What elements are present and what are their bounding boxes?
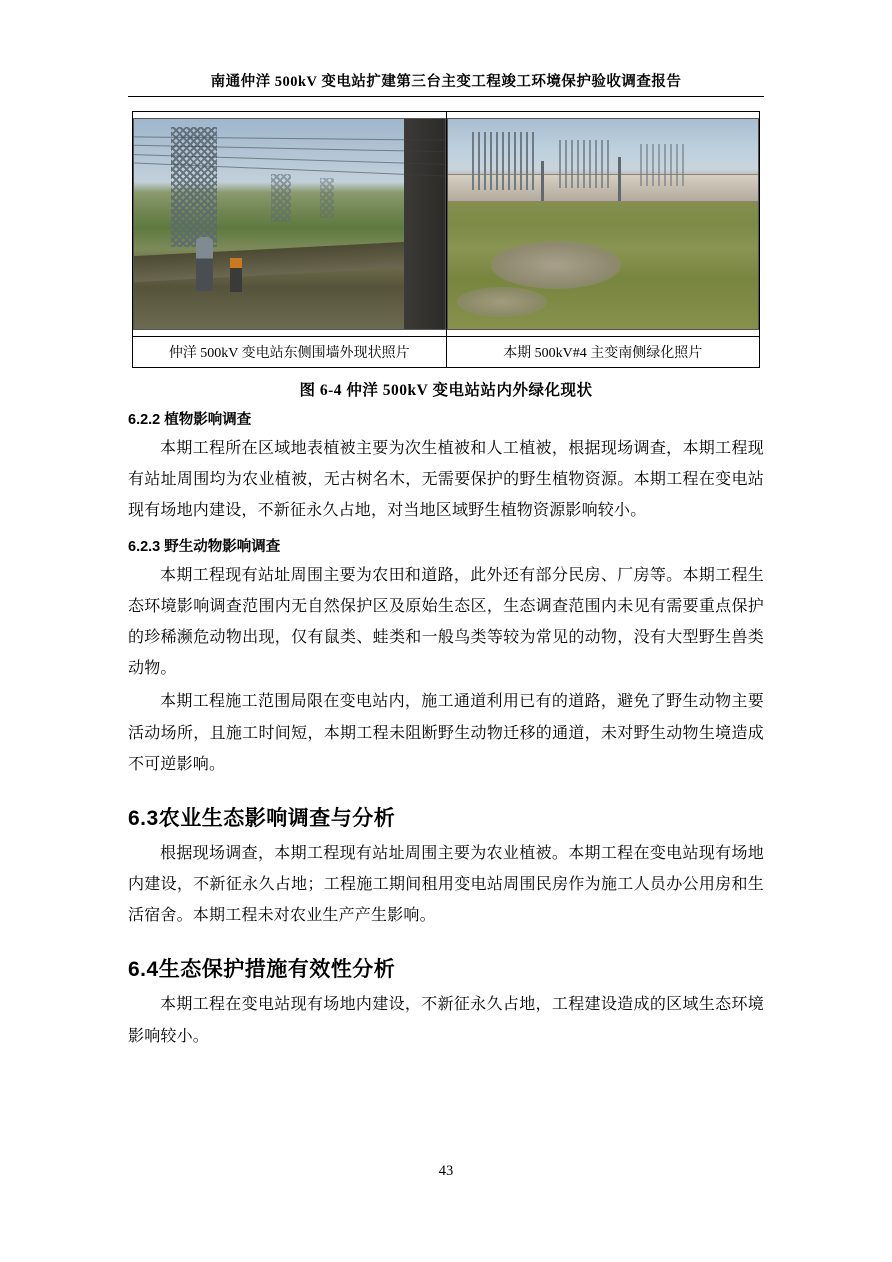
paragraph-6-2-2-1: 本期工程所在区域地表植被主要为次生植被和人工植被，根据现场调查，本期工程现有站址周围均为农业植被，无古树名木，无需要保护的野生植物资源。本期工程在变电站现有场地内建设，不新征永久占地，对当地区域野生植物资源影响较小。 bbox=[128, 440, 764, 520]
right-photo-cell bbox=[446, 112, 760, 337]
photo-tripod-shape bbox=[230, 258, 242, 292]
heading-6-4: 6.4生态保护措施有效性分析 bbox=[128, 958, 396, 982]
photo-gantry-shape bbox=[559, 140, 611, 188]
paragraph-6-3-1: 根据现场调查，本期工程现有站址周围主要为农业植被。本期工程在变电站现有场地内建设，不新征永久占地；工程施工期间租用变电站周围民房作为施工人员办公用房和生活宿舍。本期工程未对农业生产产生影响。 bbox=[128, 844, 764, 925]
figure-title: 图 6-4 仲洋 500kV 变电站站内外绿化现状 bbox=[299, 382, 593, 399]
photo-post-shape bbox=[541, 161, 544, 201]
figure-table bbox=[132, 111, 760, 368]
left-photo-caption: 仲洋 500kV 变电站东侧围墙外现状照片 bbox=[133, 337, 447, 368]
paragraph-6-2-3-2: 本期工程施工范围局限在变电站内，施工通道利用已有的道路，避免了野生动物主要活动场所，且施工时间短，本期工程未阻断野生动物迁移的通道，未对野生动物生境造成不可逆影响。 bbox=[128, 693, 764, 773]
photo-person-shape bbox=[196, 237, 213, 291]
photo-tower-far2-shape bbox=[320, 178, 334, 218]
header-divider bbox=[128, 96, 764, 97]
paragraph-6-2-3-1: 本期工程现有站址周围主要为农田和道路，此外还有部分民房、厂房等。本期工程生态环境影响调查范围内无自然保护区及原始生态区，生态调查范围内未见有需要重点保护的珍稀濒危动物出现，仅有鼠类、蛙类和一般鸟类等较为常见的动物，没有大型野生兽类动物。 bbox=[128, 566, 764, 678]
heading-6-2-3: 6.2.3 野生动物影响调查 bbox=[128, 538, 281, 555]
heading-6-3: 6.3农业生态影响调查与分析 bbox=[128, 806, 396, 830]
photo-dirt-patch-shape bbox=[457, 287, 547, 317]
right-photo-caption: 本期 500kV#4 主变南侧绿化照片 bbox=[446, 337, 760, 368]
photo-gantry-shape bbox=[640, 144, 684, 186]
photo-tower-far-shape bbox=[271, 174, 291, 222]
heading-6-2-2: 6.2.2 植物影响调查 bbox=[128, 412, 252, 428]
photo-dirt-patch-shape bbox=[491, 241, 621, 289]
substation-greening-photo bbox=[447, 118, 760, 330]
page-content bbox=[128, 70, 764, 1054]
photo-gantry-shape bbox=[472, 132, 536, 190]
page-number: 43 bbox=[438, 1163, 454, 1179]
left-photo-cell bbox=[133, 112, 447, 337]
transmission-tower-field-photo bbox=[133, 118, 446, 330]
photo-ditch-shape bbox=[134, 242, 404, 282]
photo-post-shape bbox=[618, 157, 621, 201]
page-header-title: 南通仲洋 500kV 变电站扩建第三台主变工程竣工环境保护验收调查报告 bbox=[210, 74, 682, 90]
paragraph-6-4-1: 本期工程在变电站现有场地内建设，不新征永久占地，工程建设造成的区域生态环境影响较小。 bbox=[128, 996, 764, 1045]
